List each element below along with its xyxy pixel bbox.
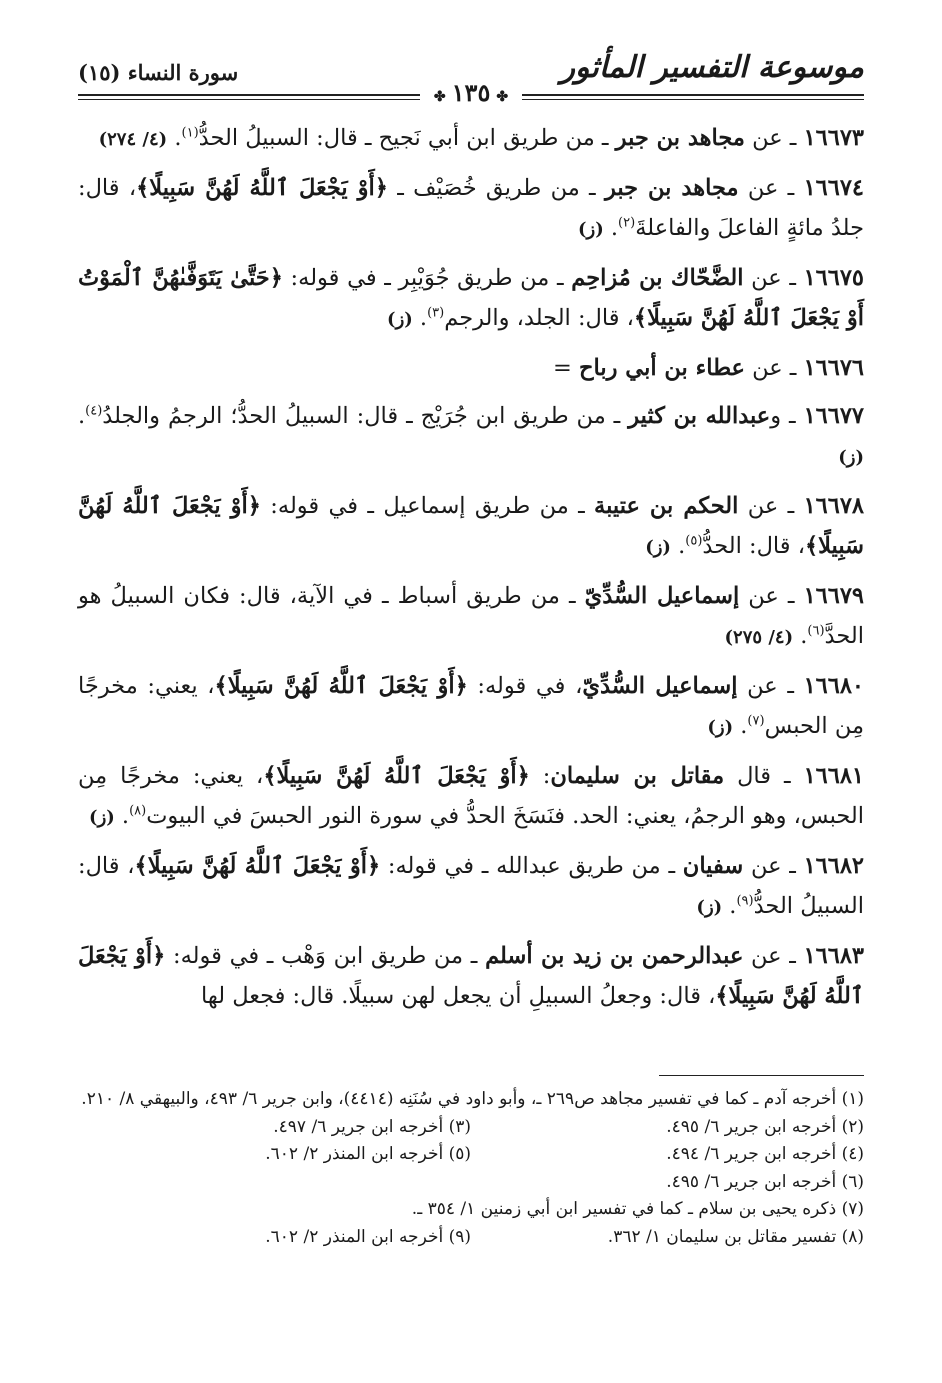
entry-text: ـ عن [743, 853, 804, 879]
entry-text: ـ عن [743, 943, 804, 969]
footnote-5: (٥) أخرجه ابن المنذر ٢/ ٦٠٢. [265, 1144, 471, 1164]
entry-text: ، يعني: مخرجًا مِن الحبس، وهو الرجمُ، يعني: الحد. فنَسَخَ الحدُّ في سورة النور الحبسَ في البيوت [78, 763, 864, 829]
entry-16683 [78, 936, 864, 1016]
entry-number: ١٦٦٧٨ [803, 493, 864, 519]
page-body [78, 118, 864, 1024]
entry-number: ١٦٦٧٦ [803, 355, 864, 381]
entry-text: ـ عن [743, 265, 804, 291]
entry-16676 [78, 348, 864, 388]
footnote-1: (١) أخرجه آدم ـ كما في تفسير مجاهد ص٢٦٩ ـ، وأبو داود في سُنَنِه (٤٤١٤)، وابن جرير ٦/ ٤٩٣، والبيهقي ٨/ ٢١٠. [81, 1089, 864, 1109]
entry-text: ـ و [770, 403, 804, 429]
footnote-ref: (١) [181, 125, 199, 141]
entry-text: . [603, 215, 619, 241]
narrator-name: عطاء بن أبي رباح [578, 355, 745, 381]
footnotes [78, 1086, 864, 1251]
entry-16682 [78, 846, 864, 928]
entry-text: . [733, 713, 748, 739]
entry-text: . [114, 803, 130, 829]
footnote-ref: (٧) [747, 713, 765, 729]
entry-number: ١٦٦٨٢ [803, 853, 864, 879]
narrator-name: عبدالرحمن بن زيد بن أسلم [485, 943, 744, 969]
footnote-ref: (٣) [427, 305, 445, 321]
page-number: ١٣٥ [451, 78, 491, 107]
entry-text: ـ من طريق أسباط ـ في الآية، قال: فكان السبيلُ هو الحدَّ [78, 583, 864, 649]
footnote-8: (٨) تفسير مقاتل بن سليمان ١/ ٣٦٢. [607, 1226, 864, 1247]
entry-text: ـ من طريق ابن وَهْب ـ في قوله: [165, 943, 486, 969]
entry-16677 [78, 396, 864, 478]
footnote-ref: (٨) [129, 803, 147, 819]
entry-text: ـ عن [737, 673, 804, 699]
footnote-ref: (٦) [807, 623, 825, 639]
entry-text: . [670, 533, 686, 559]
entry-text: . [78, 403, 86, 429]
footnote-7: (٧) ذكره يحيى بن سلام ـ كما في تفسير ابن أبي زمنين ١/ ٣٥٤ ـ. [411, 1199, 864, 1219]
page-number-box [420, 78, 522, 112]
entry-16678 [78, 486, 864, 568]
entry-text: ، قال: الجلد، والرجم [444, 305, 634, 331]
narrator-name: مقاتل بن سليمان [550, 763, 725, 789]
narrator-name: مجاهد بن جبر [604, 175, 739, 201]
entry-text: ـ قال [724, 763, 804, 789]
quran-verse: ﴿أَوْ يَجْعَلَ ٱللَّهُ لَهُنَّ سَبِيلًا﴾ [134, 853, 381, 879]
source-tag: (٤/ ٢٧٥) [724, 627, 794, 648]
narrator-name: عبدالله بن كثير [628, 403, 771, 429]
entry-16675 [78, 258, 864, 340]
quran-verse: ﴿أَوْ يَجْعَلَ ٱللَّهُ لَهُنَّ سَبِيلًا﴾ [263, 763, 530, 789]
footnote-2: (٢) أخرجه ابن جرير ٦/ ٤٩٥. [666, 1116, 864, 1137]
entry-text: . [722, 893, 737, 919]
footnote-9: (٩) أخرجه ابن المنذر ٢/ ٦٠٢. [265, 1226, 471, 1247]
entry-text: ، قال: وجعلُ السبيلِ أن يجعل لهن سبيلًا. قال: فجعل لها [200, 983, 716, 1009]
entry-number: ١٦٦٨١ [803, 763, 864, 789]
footnote-ref: (٤) [85, 403, 103, 419]
source-tag: (ز) [645, 537, 671, 558]
narrator-name: إسماعيل السُّدِّيّ [582, 673, 738, 699]
quran-verse: ﴿أَوْ يَجْعَلَ ٱللَّهُ لَهُنَّ سَبِيلًا﴾ [78, 493, 864, 559]
entry-text: ـ من طريق خُصَيْف ـ [387, 175, 605, 201]
footnote-ref: (٥) [685, 533, 703, 549]
entry-text: ـ عن [744, 125, 804, 151]
entry-number: ١٦٦٧٤ [803, 175, 865, 201]
entry-16679 [78, 576, 864, 658]
footnote-separator [659, 1075, 864, 1076]
entry-text: . [412, 305, 428, 331]
entry-number: ١٦٦٧٧ [803, 403, 865, 429]
source-tag: (ز) [89, 807, 115, 828]
entry-number: ١٦٦٨٠ [803, 673, 865, 699]
entry-text: ـ عن [739, 583, 804, 609]
entry-16680 [78, 666, 864, 748]
source-tag: (٤/ ٢٧٤) [98, 129, 168, 150]
entry-text: ـ من طريق ابن أبي نَجيح ـ قال: السبيلُ الحدُّ [198, 125, 616, 151]
entry-text: ، قال: السبيلُ الحدُّ [78, 853, 864, 919]
entry-number: ١٦٦٧٥ [803, 265, 865, 291]
entry-text: ـ من طريق عبدالله ـ في قوله: [380, 853, 683, 879]
source-tag: (ز) [578, 219, 604, 240]
entry-text: ، قال: جلدُ مائةٍ الفاعلَ والفاعلةَ [78, 175, 864, 241]
narrator-name: الحكم بن عتيبة [594, 493, 739, 519]
entry-16674 [78, 168, 864, 250]
footnote-6: (٦) أخرجه ابن جرير ٦/ ٤٩٥. [666, 1171, 864, 1192]
narrator-name: مجاهد بن جبر [615, 125, 745, 151]
source-tag: (ز) [838, 447, 864, 468]
footnote-3: (٣) أخرجه ابن جرير ٦/ ٤٩٧. [273, 1116, 471, 1137]
narrator-name: إسماعيل السُّدِّيّ [584, 583, 740, 609]
entry-text: ـ من طريق جُوَيْبِر ـ في قوله: [282, 265, 572, 291]
entry-text: . [167, 125, 182, 151]
entry-text: ، يعني: مخرجًا مِن الحبس [78, 673, 864, 739]
source-tag: (ز) [707, 717, 734, 738]
entry-text: . [793, 623, 808, 649]
entry-text: ـ من طريق ابن جُرَيْج ـ قال: السبيلُ الحدُّ؛ الرجمُ والجلدُ [102, 403, 629, 429]
entry-text: ـ من طريق إسماعيل ـ في قوله: [260, 493, 595, 519]
entry-number: ١٦٦٧٩ [803, 583, 864, 609]
entry-number: ١٦٦٧٣ [803, 125, 864, 151]
entry-text: = [552, 355, 579, 381]
entry-text: ـ عن [738, 175, 804, 201]
quran-verse: ﴿أَوْ يَجْعَلَ ٱللَّهُ لَهُنَّ سَبِيلًا﴾ [214, 673, 468, 699]
narrator-name: سفيان [682, 853, 744, 879]
entry-text: ، في قوله: [467, 673, 583, 699]
entry-text: ـ عن [738, 493, 804, 519]
quran-verse: ﴿أَوْ يَجْعَلَ ٱللَّهُ لَهُنَّ سَبِيلًا﴾ [136, 175, 388, 201]
ornament-icon: ✤ [496, 89, 509, 105]
source-tag: (ز) [696, 897, 723, 918]
narrator-name: الضَّحّاك بن مُزاحِم [571, 265, 744, 291]
entry-text: ، قال: الحدُّ [702, 533, 805, 559]
entry-text: ـ عن [744, 355, 804, 381]
entry-16681 [78, 756, 864, 838]
footnote-ref: (٩) [736, 893, 754, 909]
entry-number: ١٦٦٨٣ [803, 943, 865, 969]
surah-title: سورة النساء (١٥) [78, 60, 239, 85]
quran-verse: ﴿أَوْ يَجْعَلَ ٱللَّهُ لَهُنَّ سَبِيلًا﴾ [78, 943, 864, 1009]
page-header [78, 50, 864, 110]
entry-16673 [78, 118, 864, 160]
book-title: موسوعة التفسير المأثور [560, 50, 864, 85]
footnote-4: (٤) أخرجه ابن جرير ٦/ ٤٩٤. [666, 1144, 864, 1164]
footnote-ref: (٢) [618, 215, 636, 231]
source-tag: (ز) [387, 309, 413, 330]
ornament-icon: ✤ [433, 89, 446, 105]
entry-text: : [529, 763, 551, 789]
quran-verse: ﴿حَتَّىٰ يَتَوَفَّىٰهُنَّ ٱلْمَوْتُ أَوْ يَجْعَلَ ٱللَّهُ لَهُنَّ سَبِيلًا﴾ [78, 265, 864, 331]
